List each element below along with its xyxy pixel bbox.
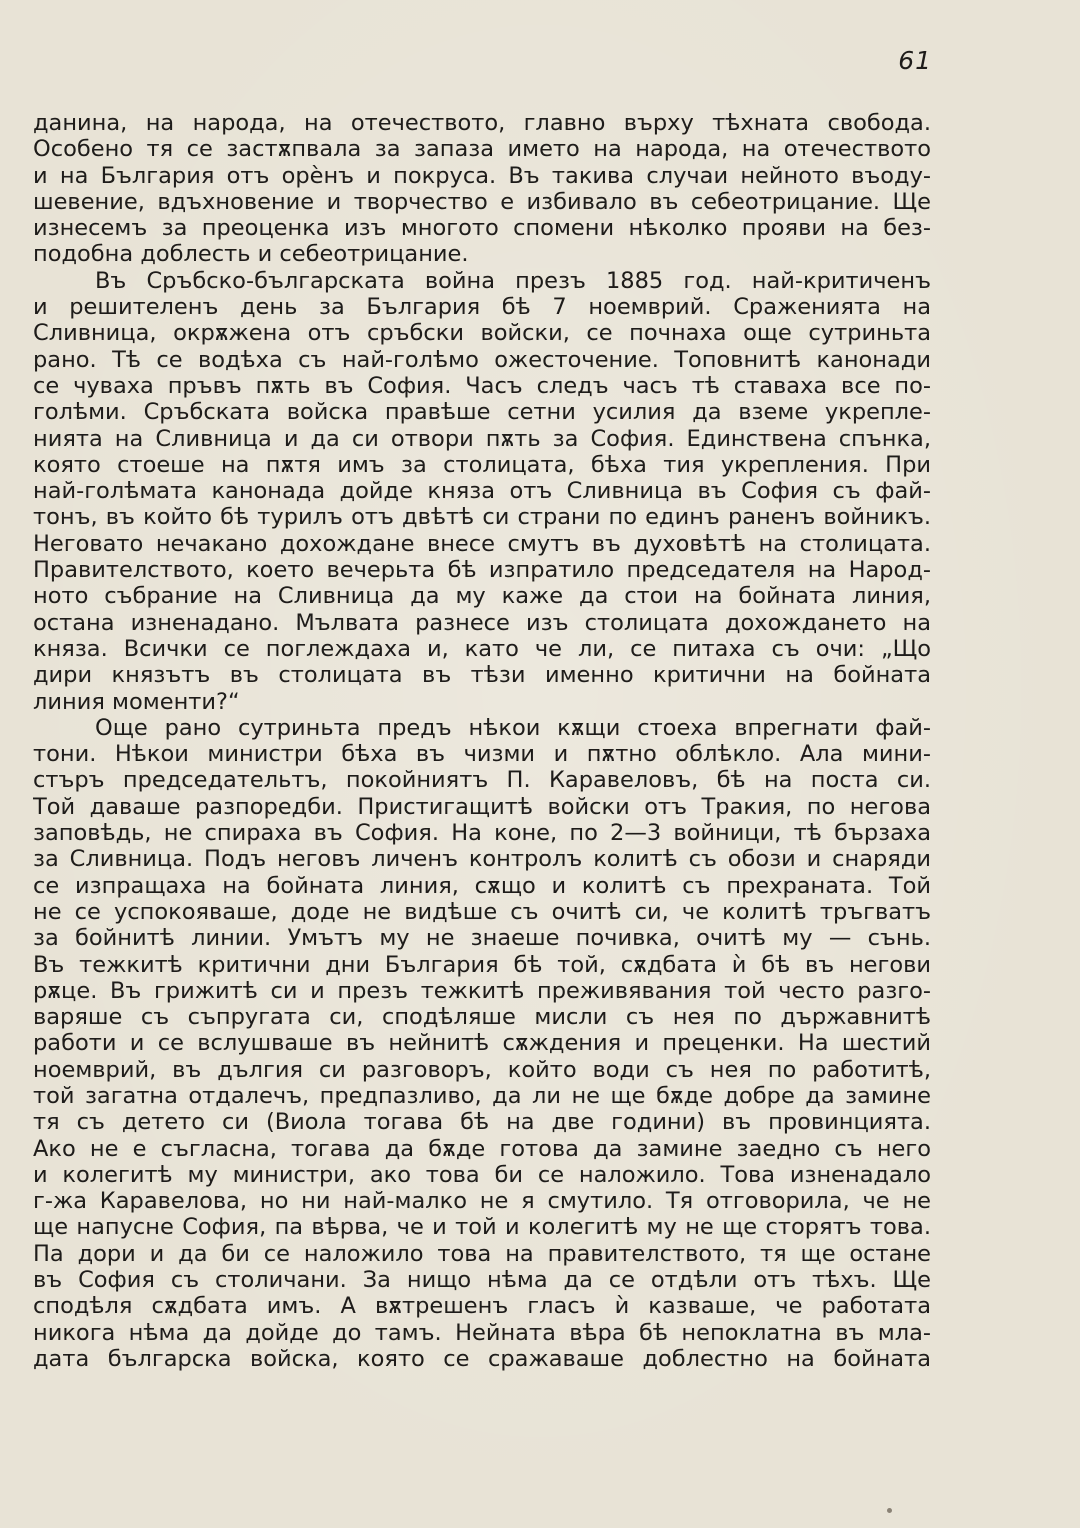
text-line: Още рано сутриньта предъ нѣкои кѫщи стоеха впрегнати фай- bbox=[95, 714, 931, 741]
text-line: голѣми. Сръбската войска правѣше сетни усилия да вземе укрепле- bbox=[33, 399, 931, 426]
text-line: тя съ детето си (Виола тогава бѣ на две години) въ провинцията. bbox=[33, 1109, 931, 1136]
page-number: 61 bbox=[898, 46, 932, 75]
text-line: княза. Всички се поглеждаха и, като че ли, се питаха съ очи: „Що bbox=[33, 635, 931, 662]
text-line: и на България отъ орѐнъ и покруса. Въ такива случаи нейното въоду- bbox=[33, 162, 931, 189]
text-line: г-жа Каравелова, но ни най-малко не я смутило. Тя отговорила, че не bbox=[33, 1188, 931, 1215]
text-line: дата българска войска, която се сражаваше доблестно на бойната bbox=[33, 1345, 931, 1372]
paragraph-1 bbox=[33, 110, 931, 268]
text-line: той загатна отдалечъ, предпазливо, да ли не ще бѫде добре да замине bbox=[33, 1082, 931, 1109]
text-line: не се успокояваше, доде не видѣше съ очитѣ си, че колитѣ тръгватъ bbox=[33, 898, 931, 925]
text-line: рѫце. Въ грижитѣ си и презъ тежкитѣ преживявания той често разго- bbox=[33, 977, 931, 1004]
paragraph-2 bbox=[33, 268, 931, 715]
text-line: никога нѣма да дойде до тамъ. Нейната вѣра бѣ непоклатна въ мла- bbox=[33, 1319, 931, 1346]
text-line: рано. Тѣ се водѣха съ най-голѣмо ожесточение. Топовнитѣ канонади bbox=[33, 346, 931, 373]
text-line: за бойнитѣ линии. Умътъ му не знаеше почивка, очитѣ му — сънь. bbox=[33, 925, 931, 952]
text-line: дири князътъ въ столицата въ тѣзи именно критични на бойната bbox=[33, 662, 931, 689]
text-line: въ София съ столичани. За нищо нѣма да се отдѣли отъ тѣхъ. Ще bbox=[33, 1267, 931, 1294]
text-line: се чуваха пръвъ пѫть въ София. Часъ следъ часъ тѣ ставаха все по- bbox=[33, 372, 931, 399]
text-line: за Сливница. Подъ неговъ личенъ контролъ колитѣ съ обози и снаряди bbox=[33, 846, 931, 873]
text-line: нията на Сливница и да си отвори пѫть за София. Единствена спънка, bbox=[33, 425, 931, 452]
text-line: Правителството, което вечерьта бѣ изпратило председателя на Народ- bbox=[33, 557, 931, 584]
text-line: Па дори и да би се наложило това на правителството, тя ще остане bbox=[33, 1240, 931, 1267]
text-line: изнесемъ за преоценка изъ многото спомени нѣколко прояви на без- bbox=[33, 215, 931, 242]
text-line: се изпращаха на бойната линия, сѫщо и колитѣ съ прехраната. Той bbox=[33, 872, 931, 899]
text-line: Той даваше разпоредби. Пристигащитѣ войски отъ Тракия, по негова bbox=[33, 793, 931, 820]
paragraph-3 bbox=[33, 715, 931, 1372]
text-line: Неговато нечакано дохождане внесе смутъ въ духовѣтѣ на столицата. bbox=[33, 530, 931, 557]
text-line: варяше съ съпругата си, сподѣляше мисли съ нея по държавнитѣ bbox=[33, 1004, 931, 1031]
text-line: линия моменти?“ bbox=[33, 688, 240, 715]
text-line: шевение, вдъхновение и творчество е избивало въ себеотрицание. Ще bbox=[33, 188, 931, 215]
text-line: която стоеше на пѫтя имъ за столицата, бѣха тия укрепления. При bbox=[33, 451, 931, 478]
text-line: Въ Сръбско-българската война презъ 1885 год. най-критиченъ bbox=[95, 267, 931, 294]
text-line: ще напусне София, па вѣрва, че и той и колегитѣ му не ще сторятъ това. bbox=[33, 1214, 931, 1241]
text-line: ноемврий, въ дългия си разговоръ, който води съ нея по работитѣ, bbox=[33, 1056, 931, 1083]
text-line: подобна доблесть и себеотрицание. bbox=[33, 241, 469, 268]
text-line: Ако не е съгласна, тогава да бѫде готова да замине заедно съ него bbox=[33, 1135, 931, 1162]
text-line: работи и се вслушваше въ нейнитѣ сѫждения и преценки. На шестий bbox=[33, 1030, 931, 1057]
text-line: и колегитѣ му министри, ако това би се наложило. Това изненадало bbox=[33, 1161, 931, 1188]
text-line: и решителенъ день за България бѣ 7 ноемврий. Сраженията на bbox=[33, 294, 931, 321]
paper-speck bbox=[887, 1508, 892, 1513]
text-line: заповѣдь, не спираха въ София. На коне, по 2—3 войници, тѣ бързаха bbox=[33, 820, 931, 847]
body-text bbox=[33, 110, 931, 1372]
text-line: най-голѣмата канонада дойде княза отъ Сливница въ София съ фай- bbox=[33, 478, 931, 505]
text-line: остана изненадано. Мълвата разнесе изъ столицата дохождането на bbox=[33, 609, 931, 636]
text-line: ното събрание на Сливница да му каже да стои на бойната линия, bbox=[33, 583, 931, 610]
text-line: сподѣля сѫдбата имъ. А вѫтрешенъ гласъ ѝ казваше, че работата bbox=[33, 1293, 931, 1320]
text-line: стъръ председательтъ, покойниятъ П. Каравеловъ, бѣ на поста си. bbox=[33, 767, 931, 794]
text-line: Сливница, окрѫжена отъ сръбски войски, се почнаха още сутриньта bbox=[33, 320, 931, 347]
text-line: Въ тежкитѣ критични дни България бѣ той, сѫдбата ѝ бѣ въ негови bbox=[33, 951, 931, 978]
text-line: тони. Нѣкои министри бѣха въ чизми и пѫтно облѣкло. Ала мини- bbox=[33, 741, 931, 768]
text-line: Особено тя се застѫпвала за запаза името на народа, на отечеството bbox=[33, 136, 931, 163]
text-line: тонъ, въ който бѣ турилъ отъ двѣтѣ си страни по единъ раненъ войникъ. bbox=[33, 504, 931, 531]
text-line: данина, на народа, на отечеството, главно върху тѣхната свобода. bbox=[33, 110, 931, 136]
